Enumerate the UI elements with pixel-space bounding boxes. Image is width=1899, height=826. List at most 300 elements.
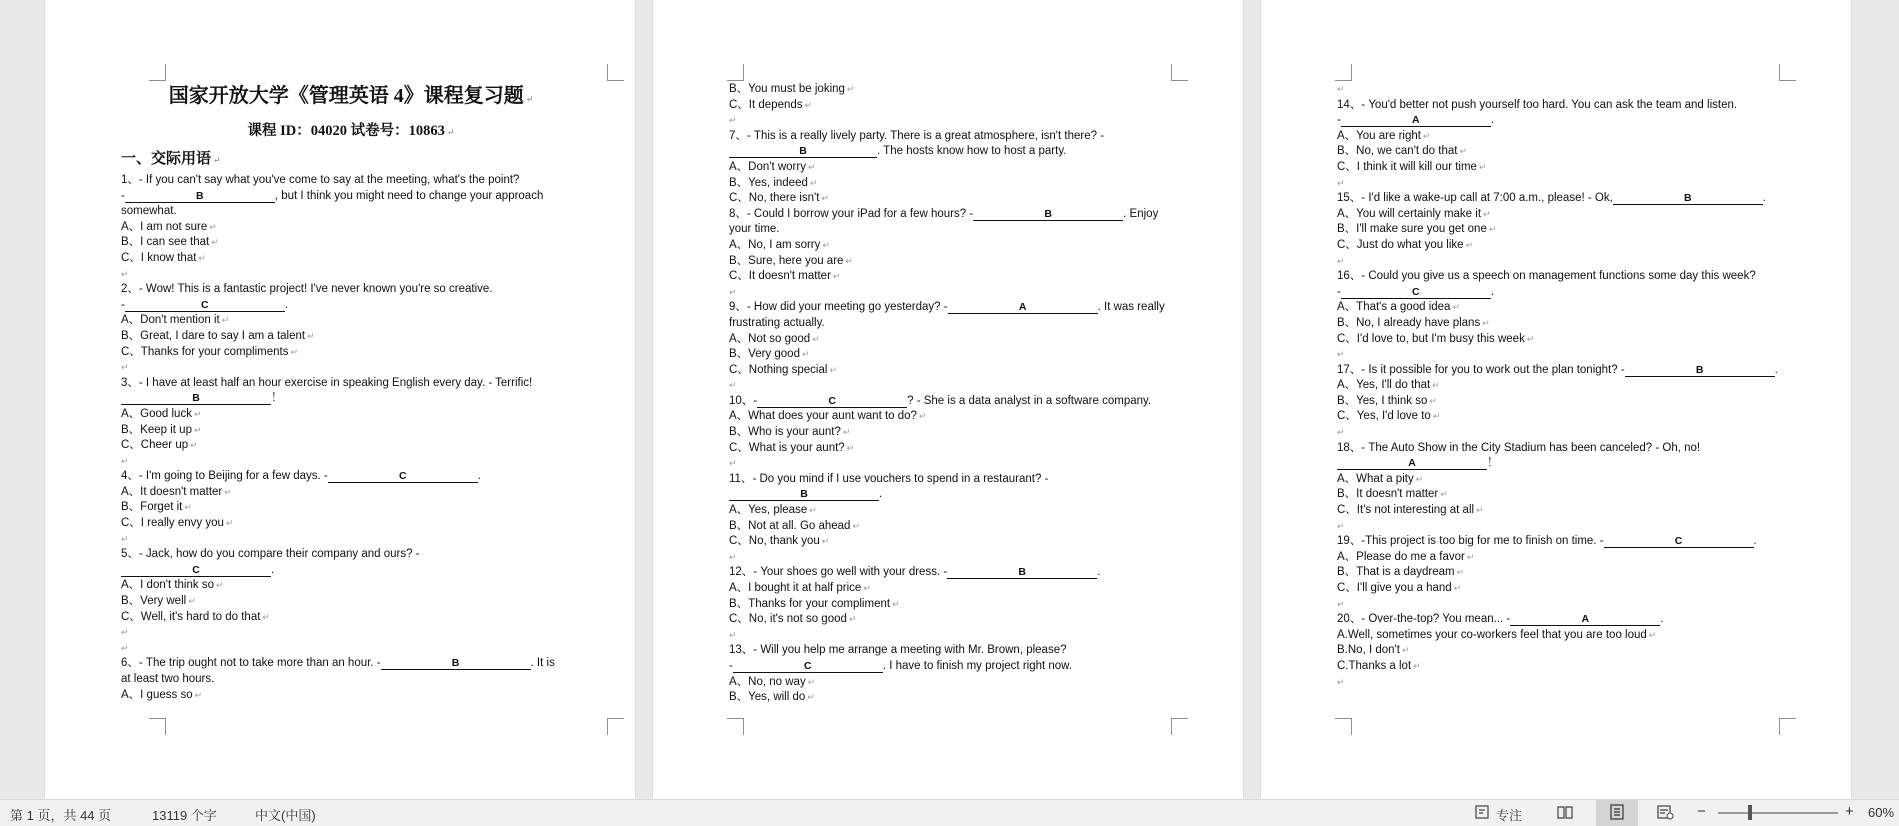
empty-paragraph[interactable] — [1337, 176, 1797, 192]
answer-option[interactable] — [729, 534, 1189, 550]
option-text: A、I guess so — [121, 688, 193, 701]
option-text: B、Forget it — [121, 501, 183, 514]
answer-option[interactable] — [729, 332, 1189, 348]
paragraph-mark: ↵ — [211, 237, 219, 248]
question-text: 20、- Over-the-top? You mean... - — [1337, 613, 1511, 626]
option-text: C、Just do what you like — [1337, 238, 1464, 251]
empty-paragraph[interactable] — [729, 456, 1189, 472]
paragraph-mark: ↵ — [262, 611, 270, 622]
paragraph-mark: ↵ — [807, 692, 815, 703]
question-text: 4、- I'm going to Beijing for a few days. - — [121, 470, 328, 483]
answer-blank: B — [1625, 364, 1775, 377]
option-text: A、I bought it at half price — [729, 582, 862, 594]
answer-blank: B — [121, 392, 271, 405]
option-text: C、I'd love to, but I'm busy this week — [1337, 332, 1525, 345]
answer-option[interactable] — [729, 347, 1189, 363]
answer-blank: B — [973, 208, 1123, 221]
answer-option[interactable] — [121, 594, 581, 610]
paragraph-mark: ↵ — [1432, 411, 1441, 422]
answer-option[interactable] — [121, 251, 581, 267]
document-page-2[interactable] — [653, 0, 1243, 800]
option-text: A、It doesn't matter — [121, 485, 223, 498]
question-text: 7、- This is a really lively party. There is a great atmosphere, isn't there? - — [729, 129, 1105, 142]
empty-paragraph[interactable] — [121, 532, 581, 548]
question-text: 14、- You'd better not push yourself too hard. You can ask the team and listen. — [1337, 98, 1738, 111]
question-line[interactable] — [1337, 534, 1797, 550]
paragraph-mark: ↵ — [121, 642, 129, 653]
empty-paragraph[interactable] — [1337, 254, 1797, 270]
question-text: . The hosts know how to host a party. — [877, 145, 1067, 158]
question-line[interactable] — [729, 300, 1189, 316]
paragraph-mark: ↵ — [846, 84, 855, 94]
margin-corner-mark — [1779, 64, 1796, 81]
option-text: C、I really envy you — [121, 517, 224, 530]
zoom-out-button[interactable]: − — [1697, 803, 1706, 820]
word-count[interactable]: 13119 个字 — [152, 808, 217, 823]
question-line[interactable] — [121, 189, 581, 205]
answer-option[interactable] — [1337, 207, 1797, 223]
option-text: B、Great, I dare to say I am a talent — [121, 329, 306, 342]
option-text: B.No, I don't — [1337, 644, 1400, 657]
option-text: A、What a pity — [1337, 472, 1414, 485]
answer-option[interactable] — [1337, 300, 1797, 316]
paragraph-mark: ↵ — [1432, 380, 1440, 391]
paragraph-mark: ↵ — [1488, 224, 1497, 235]
question-line[interactable] — [729, 316, 1189, 332]
question-line[interactable] — [729, 643, 1189, 659]
paragraph-mark: ↵ — [193, 408, 202, 419]
option-text: B、Thanks for your compliment — [729, 597, 891, 610]
answer-option[interactable] — [729, 238, 1189, 254]
question-text: ? - She is a data analyst in a software company. — [907, 394, 1152, 407]
option-text: A、No, no way — [729, 675, 806, 688]
question-line[interactable] — [729, 144, 1189, 160]
empty-paragraph[interactable] — [1337, 347, 1797, 363]
paragraph-mark: ↵ — [198, 252, 206, 263]
paragraph-mark: ↵ — [225, 518, 234, 529]
answer-blank: C — [733, 660, 883, 673]
paragraph-mark: ↵ — [1440, 489, 1448, 500]
answer-option[interactable] — [121, 578, 581, 594]
option-text: A、You will certainly make it — [1337, 207, 1482, 220]
question-line[interactable] — [1337, 441, 1797, 457]
paragraph-mark: ↵ — [224, 486, 232, 497]
paragraph-mark: ↵ — [842, 427, 851, 438]
paragraph-mark: ↵ — [1337, 84, 1345, 94]
zoom-in-button[interactable]: + — [1845, 803, 1854, 820]
question-line[interactable] — [121, 563, 581, 579]
paragraph-mark: ↵ — [190, 440, 198, 451]
answer-option[interactable] — [1337, 581, 1797, 597]
paragraph-mark: ↵ — [1648, 629, 1657, 640]
question-text: . — [1660, 613, 1664, 626]
option-text: A、Yes, please — [729, 504, 808, 517]
option-text: B、Very well — [121, 595, 187, 608]
option-text: C、Cheer up — [121, 439, 189, 452]
option-text: B、Yes, indeed — [729, 176, 808, 189]
paragraph-mark: ↵ — [1401, 645, 1410, 656]
paragraph-mark: ↵ — [209, 221, 217, 232]
option-text: B、I can see that — [121, 236, 210, 249]
option-text: B、Keep it up — [121, 423, 192, 436]
paragraph-mark: ↵ — [848, 614, 857, 625]
zoom-level[interactable]: 60% — [1868, 805, 1895, 820]
answer-option[interactable] — [121, 516, 581, 532]
answer-option[interactable] — [1337, 472, 1797, 488]
paragraph-mark: ↵ — [290, 346, 298, 357]
answer-option[interactable] — [729, 519, 1189, 535]
answer-blank: B — [1613, 192, 1763, 205]
focus-mode-button[interactable]: 专注 — [1496, 808, 1523, 823]
margin-corner-mark — [1335, 718, 1352, 735]
paragraph-mark: ↵ — [729, 458, 737, 469]
option-text: A、What does your aunt want to do? — [729, 410, 917, 423]
question-text: - — [121, 298, 125, 311]
paragraph-mark: ↵ — [1337, 520, 1345, 531]
question-line[interactable] — [121, 376, 581, 392]
empty-paragraph[interactable] — [729, 550, 1189, 566]
focus-mode-icon[interactable] — [1474, 804, 1492, 820]
answer-blank: B — [729, 145, 877, 158]
paragraph-mark: ↵ — [804, 99, 813, 110]
margin-corner-mark — [727, 718, 744, 735]
answer-option[interactable] — [1337, 565, 1797, 581]
paragraph-mark: ↵ — [1476, 505, 1484, 516]
paragraph-mark: ↵ — [1466, 551, 1475, 562]
question-text: . It was really — [1097, 301, 1165, 314]
question-text: somewhat. — [121, 205, 177, 218]
answer-option[interactable] — [729, 409, 1189, 425]
answer-option[interactable] — [121, 438, 581, 454]
option-text: B、Yes, will do — [729, 691, 806, 704]
answer-option[interactable] — [121, 220, 581, 236]
question-text: . It is — [530, 657, 555, 670]
answer-option[interactable] — [729, 597, 1189, 613]
page-text-body[interactable] — [1337, 82, 1797, 690]
question-text: . — [284, 298, 289, 311]
answer-option[interactable] — [729, 441, 1189, 457]
paragraph-mark: ↵ — [184, 502, 192, 513]
option-text: C、I know that — [121, 251, 197, 264]
question-line[interactable] — [729, 659, 1189, 675]
option-text: C、It doesn't matter — [729, 270, 831, 283]
zoom-slider-thumb[interactable] — [1748, 805, 1752, 820]
question-line[interactable] — [1337, 285, 1797, 301]
option-text: B、It doesn't matter — [1337, 488, 1439, 501]
paragraph-mark: ↵ — [821, 193, 829, 204]
answer-option[interactable] — [729, 176, 1189, 192]
answer-option[interactable] — [1337, 316, 1797, 332]
option-text: C.Thanks a lot — [1337, 659, 1412, 672]
page-text-body[interactable] — [729, 82, 1189, 706]
question-line[interactable] — [1337, 363, 1797, 379]
answer-option[interactable] — [121, 407, 581, 423]
question-line[interactable] — [121, 173, 581, 189]
option-text: B、Not at all. Go ahead — [729, 519, 851, 532]
paragraph-mark: ↵ — [845, 255, 853, 266]
answer-option[interactable] — [729, 254, 1189, 270]
answer-option[interactable] — [729, 425, 1189, 441]
status-bar — [0, 799, 1899, 826]
paragraph-mark: ↵ — [215, 580, 224, 591]
answer-option[interactable] — [1337, 238, 1797, 254]
option-text: C、Well, it's hard to do that — [121, 610, 261, 623]
question-line[interactable] — [729, 487, 1189, 503]
question-line[interactable] — [729, 394, 1189, 410]
empty-paragraph[interactable] — [121, 267, 581, 283]
empty-paragraph[interactable] — [121, 360, 581, 376]
page-info[interactable]: 第 1 页，共 44 页 — [10, 808, 112, 823]
empty-paragraph[interactable] — [1337, 425, 1797, 441]
empty-paragraph[interactable] — [729, 628, 1189, 644]
answer-blank: A — [1510, 613, 1660, 626]
empty-paragraph[interactable] — [729, 113, 1189, 129]
document-page-1[interactable] — [45, 0, 635, 800]
answer-option[interactable] — [1337, 332, 1797, 348]
question-line[interactable] — [1337, 113, 1797, 129]
paragraph-mark: ↵ — [809, 505, 817, 516]
answer-blank: C — [125, 299, 285, 312]
paragraph-mark: ↵ — [121, 362, 129, 373]
paragraph-mark: ↵ — [121, 627, 129, 638]
web-layout-icon[interactable] — [1656, 804, 1674, 820]
answer-option[interactable] — [729, 269, 1189, 285]
answer-blank: A — [1341, 114, 1491, 127]
paragraph-mark: ↵ — [1459, 146, 1467, 157]
answer-option[interactable] — [729, 82, 1189, 98]
question-line[interactable] — [121, 547, 581, 563]
paragraph-mark: ↵ — [729, 115, 737, 126]
question-text: 18、- The Auto Show in the City Stadium has been canceled? - Oh, no! — [1337, 441, 1701, 454]
answer-option[interactable] — [729, 690, 1189, 706]
question-text: frustrating actually. — [729, 316, 825, 329]
question-text: . I have to finish my project right now. — [882, 659, 1073, 672]
option-text: C、It's not interesting at all — [1337, 504, 1475, 517]
empty-paragraph[interactable] — [729, 378, 1189, 394]
empty-paragraph[interactable] — [1337, 519, 1797, 535]
paragraph-mark: ↵ — [892, 598, 900, 609]
answer-blank: B — [125, 190, 275, 203]
option-text: B、Very good — [729, 348, 800, 361]
paragraph-mark: ↵ — [221, 315, 230, 326]
question-text: , but I think you might need to change your approach — [274, 189, 544, 202]
option-text: C、Yes, I'd love to — [1337, 410, 1431, 423]
question-line[interactable] — [1337, 612, 1797, 628]
margin-corner-mark — [149, 64, 166, 81]
question-text: - — [121, 189, 125, 202]
question-line[interactable] — [121, 672, 581, 688]
option-text: C、Nothing special — [729, 363, 828, 376]
question-text: 15、- I'd like a wake-up call at 7:00 a.m., please! - Ok, — [1337, 192, 1613, 205]
empty-paragraph[interactable] — [121, 641, 581, 657]
question-text: 13、- Will you help me arrange a meeting with Mr. Brown, please? — [729, 644, 1067, 657]
question-text: 9、- How did your meeting go yesterday? - — [729, 301, 948, 314]
answer-option[interactable] — [1337, 409, 1797, 425]
answer-option[interactable] — [121, 313, 581, 329]
answer-option[interactable] — [121, 329, 581, 345]
paragraph-mark: ↵ — [1415, 473, 1424, 484]
paragraph-mark: ↵ — [121, 268, 129, 279]
section-heading[interactable]: 一、交际用语 ↵ — [121, 151, 221, 167]
paragraph-mark: ↵ — [729, 380, 737, 391]
answer-blank: B — [729, 488, 879, 501]
question-text: 12、- Your shoes go well with your dress. - — [729, 566, 948, 579]
answer-blank: C — [328, 470, 478, 483]
answer-option[interactable] — [729, 503, 1189, 519]
paragraph-mark: ↵ — [121, 533, 129, 544]
answer-option[interactable] — [729, 191, 1189, 207]
option-text: A、Don't worry — [729, 160, 806, 173]
language-indicator[interactable]: 中文(中国) — [255, 808, 316, 823]
question-line[interactable] — [729, 565, 1189, 581]
question-text: . — [879, 488, 883, 501]
option-text: A、Don't mention it — [121, 314, 220, 327]
question-line[interactable] — [1337, 456, 1797, 472]
question-line[interactable] — [121, 204, 581, 220]
answer-option[interactable] — [1337, 550, 1797, 566]
page-text-body[interactable] — [121, 173, 581, 703]
margin-corner-mark — [1335, 64, 1352, 81]
answer-option[interactable] — [1337, 222, 1797, 238]
question-line[interactable] — [1337, 98, 1797, 114]
question-line[interactable] — [121, 656, 581, 672]
answer-option[interactable] — [729, 363, 1189, 379]
empty-paragraph[interactable] — [1337, 675, 1797, 691]
answer-option[interactable] — [121, 235, 581, 251]
answer-option[interactable] — [1337, 144, 1797, 160]
answer-blank: C — [757, 395, 907, 408]
zoom-slider-track[interactable] — [1718, 812, 1838, 814]
answer-option[interactable] — [1337, 394, 1797, 410]
answer-option[interactable] — [121, 345, 581, 361]
question-line[interactable] — [121, 298, 581, 314]
paragraph-mark: ↵ — [188, 596, 196, 607]
margin-corner-mark — [149, 718, 166, 735]
paragraph-mark: ↵ — [1526, 333, 1535, 344]
paragraph-mark: ↵ — [1422, 130, 1431, 141]
answer-option[interactable] — [729, 675, 1189, 691]
paragraph-mark: ↵ — [829, 364, 837, 375]
empty-paragraph[interactable] — [1337, 82, 1797, 98]
option-text: A.Well, sometimes your co-workers feel that you are too loud — [1337, 628, 1647, 641]
answer-option[interactable] — [1337, 503, 1797, 519]
paragraph-mark: ↵ — [832, 271, 841, 282]
document-title[interactable]: 国家开放大学《管理英语 4》课程复习题 ↵ — [168, 85, 534, 107]
answer-option[interactable] — [121, 500, 581, 516]
question-text: 11、- Do you mind if I use vouchers to spend in a restaurant? - — [729, 472, 1049, 485]
answer-option[interactable] — [1337, 643, 1797, 659]
empty-paragraph[interactable] — [121, 625, 581, 641]
paragraph-mark: ↵ — [1456, 567, 1465, 578]
empty-paragraph[interactable] — [121, 454, 581, 470]
answer-blank: A — [948, 301, 1098, 314]
answer-option[interactable] — [1337, 628, 1797, 644]
question-line[interactable] — [729, 222, 1189, 238]
question-text: 5、- Jack, how do you compare their company and ours? - — [121, 548, 420, 561]
margin-corner-mark — [607, 64, 624, 81]
margin-corner-mark — [607, 718, 624, 735]
empty-paragraph[interactable] — [729, 285, 1189, 301]
question-text: . — [1753, 535, 1757, 548]
option-text: C、I think it will kill our time — [1337, 160, 1477, 173]
question-text: 1、- If you can't say what you've come to say at the meeting, what's the point? — [121, 174, 520, 186]
option-text: C、No, it's not so good — [729, 613, 847, 626]
answer-option[interactable] — [729, 160, 1189, 176]
paragraph-mark: ↵ — [1337, 676, 1345, 687]
paragraph-mark: ↵ — [1483, 208, 1491, 219]
question-line[interactable] — [1337, 269, 1797, 285]
option-text: C、What is your aunt? — [729, 441, 845, 454]
question-line[interactable] — [1337, 191, 1797, 207]
answer-option[interactable] — [1337, 378, 1797, 394]
empty-paragraph[interactable] — [1337, 597, 1797, 613]
answer-option[interactable] — [1337, 487, 1797, 503]
question-line[interactable] — [729, 472, 1189, 488]
option-text: B、No, I already have plans — [1337, 316, 1481, 329]
option-text: A、No, I am sorry — [729, 238, 821, 251]
question-text: 16、- Could you give us a speech on management functions some day this week? — [1337, 270, 1756, 283]
paragraph-mark: ↵ — [121, 455, 129, 466]
answer-option[interactable] — [121, 688, 581, 704]
answer-option[interactable] — [1337, 160, 1797, 176]
answer-option[interactable] — [121, 423, 581, 439]
answer-option[interactable] — [1337, 129, 1797, 145]
paragraph-mark: ↵ — [1413, 660, 1421, 671]
answer-option[interactable] — [729, 612, 1189, 628]
answer-option[interactable] — [121, 610, 581, 626]
document-subtitle[interactable]: 课程 ID：04020 试卷号：10863 ↵ — [247, 123, 455, 139]
option-text: B、Yes, I think so — [1337, 394, 1428, 407]
paragraph-mark: ↵ — [812, 333, 820, 344]
answer-blank: C — [1341, 286, 1491, 299]
option-text: B、That is a daydream — [1337, 566, 1455, 579]
question-text: - — [1337, 285, 1341, 298]
paragraph-mark: ↵ — [729, 286, 737, 297]
paragraph-mark: ↵ — [863, 583, 871, 593]
paragraph-mark: ↵ — [1337, 255, 1345, 266]
answer-option[interactable] — [1337, 659, 1797, 675]
paragraph-mark: ↵ — [1337, 598, 1345, 609]
answer-option[interactable] — [121, 485, 581, 501]
answer-option[interactable] — [729, 98, 1189, 114]
question-text: 2、- Wow! This is a fantastic project! I've never known you're so creative. — [121, 283, 493, 296]
question-line[interactable] — [729, 129, 1189, 145]
document-page-3[interactable] — [1261, 0, 1851, 800]
paragraph-mark: ↵ — [852, 520, 861, 531]
question-text: . — [1490, 285, 1495, 298]
question-text: ！ — [271, 392, 283, 405]
paragraph-mark: ↵ — [729, 629, 737, 640]
paragraph-mark: ↵ — [1337, 349, 1345, 360]
question-line[interactable] — [121, 469, 581, 485]
print-layout-icon[interactable] — [1608, 804, 1626, 820]
read-mode-icon[interactable] — [1556, 804, 1574, 820]
question-line[interactable] — [121, 391, 581, 407]
question-line[interactable] — [729, 207, 1189, 223]
paragraph-mark: ↵ — [822, 239, 830, 250]
paragraph-mark: ↵ — [846, 442, 855, 453]
answer-option[interactable] — [729, 581, 1189, 597]
question-line[interactable] — [121, 282, 581, 298]
question-text: ！ — [1487, 457, 1499, 470]
question-text: - — [729, 659, 733, 672]
paragraph-mark: ↵ — [1337, 427, 1345, 438]
option-text: A、You are right — [1337, 129, 1421, 142]
option-text: B、Sure, here you are — [729, 254, 844, 267]
option-text: A、Please do me a favor — [1337, 550, 1465, 563]
option-text: A、Yes, I'll do that — [1337, 379, 1431, 392]
option-text: A、Good luck — [121, 407, 192, 420]
